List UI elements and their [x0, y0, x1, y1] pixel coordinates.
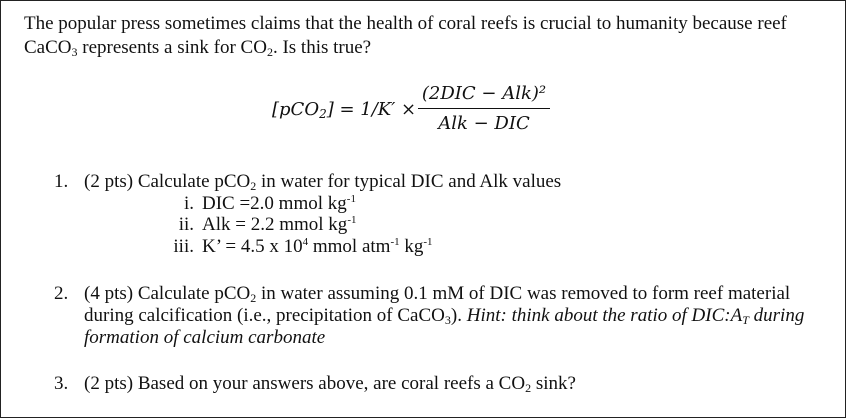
question-1-number: 1.	[54, 171, 69, 192]
equation-lhs	[272, 99, 416, 120]
intro-line-2	[24, 37, 371, 59]
question-2-line-3	[84, 327, 325, 349]
item-iii-sup-a: 4	[302, 236, 309, 248]
question-3	[54, 373, 576, 395]
equation-denominator: Alk − DIC	[438, 113, 530, 134]
question-3-sub: 2	[525, 381, 532, 395]
item-iii-sup-c: -1	[423, 236, 433, 248]
question-3-text-a: (2 pts) Based on your answers above, are coral reefs a CO	[84, 373, 526, 394]
equation-numerator: (2DIC − Alk)²	[421, 83, 547, 104]
item-iii-sup-b: -1	[390, 236, 400, 248]
intro-line-1	[24, 13, 787, 35]
question-2-line-2	[84, 305, 804, 327]
question-2-sub-1: 2	[250, 291, 257, 305]
intro-text-2c: . Is this true?	[272, 37, 372, 58]
question-1-item-iii	[164, 236, 433, 258]
item-i-text: DIC =2.0 mmol kg	[202, 193, 347, 214]
question-1-text-b: in water for typical DIC and Alk values	[256, 171, 562, 192]
item-i-numeral: i.	[183, 193, 194, 214]
question-2-line2-a: during calcification (i.e., precipitation of CaCO	[84, 305, 445, 326]
question-2-number: 2.	[54, 283, 69, 304]
question-2-line-1	[54, 283, 790, 305]
equation-lhs-a: [pCO	[272, 99, 320, 120]
item-ii-text: Alk = 2.2 mmol kg	[202, 214, 348, 235]
question-2-sub-2: 3	[444, 313, 451, 327]
item-iii-text-b: mmol atm	[308, 236, 391, 257]
question-1-sub: 2	[250, 179, 257, 193]
question-1-item-ii	[164, 214, 356, 236]
question-3-text-b: sink?	[531, 373, 576, 394]
question-1-item-i	[164, 193, 356, 215]
question-2-text-a: (4 pts) Calculate pCO	[84, 283, 251, 304]
intro-subscript-2: 2	[266, 45, 273, 59]
question-2-hint-b: during	[748, 305, 805, 326]
item-iii-text-a: K’ = 4.5 x 10	[202, 236, 303, 257]
equation-lhs-sub: 2	[319, 107, 327, 121]
equation-fraction	[418, 82, 550, 136]
item-ii-numeral: ii.	[178, 214, 194, 235]
equation-lhs-b: ] = 1/K′ ×	[326, 99, 417, 120]
intro-text-2a: CaCO	[24, 37, 72, 58]
intro-subscript-3: 3	[71, 45, 78, 59]
item-i-sup: -1	[346, 193, 356, 205]
question-2-hint-sub: T	[742, 313, 749, 327]
question-1-text-a: (2 pts) Calculate pCO	[84, 171, 251, 192]
question-2-line2-b: ).	[450, 305, 467, 326]
question-2-hint-line3: formation of calcium carbonate	[84, 327, 326, 348]
intro-text-2b: represents a sink for CO	[77, 37, 267, 58]
item-iii-text-c: kg	[399, 236, 424, 257]
item-ii-sup: -1	[347, 214, 357, 226]
intro-text-1: The popular press sometimes claims that the health of coral reefs is crucial to humanity because reef	[24, 13, 787, 34]
question-1	[54, 171, 561, 193]
fraction-bar	[418, 108, 550, 109]
question-2-hint-a: Hint: think about the ratio of DIC:A	[466, 305, 743, 326]
item-iii-numeral: iii.	[173, 236, 194, 257]
question-3-number: 3.	[54, 373, 69, 394]
question-2-text-b: in water assuming 0.1 mM of DIC was removed to form reef material	[256, 283, 791, 304]
